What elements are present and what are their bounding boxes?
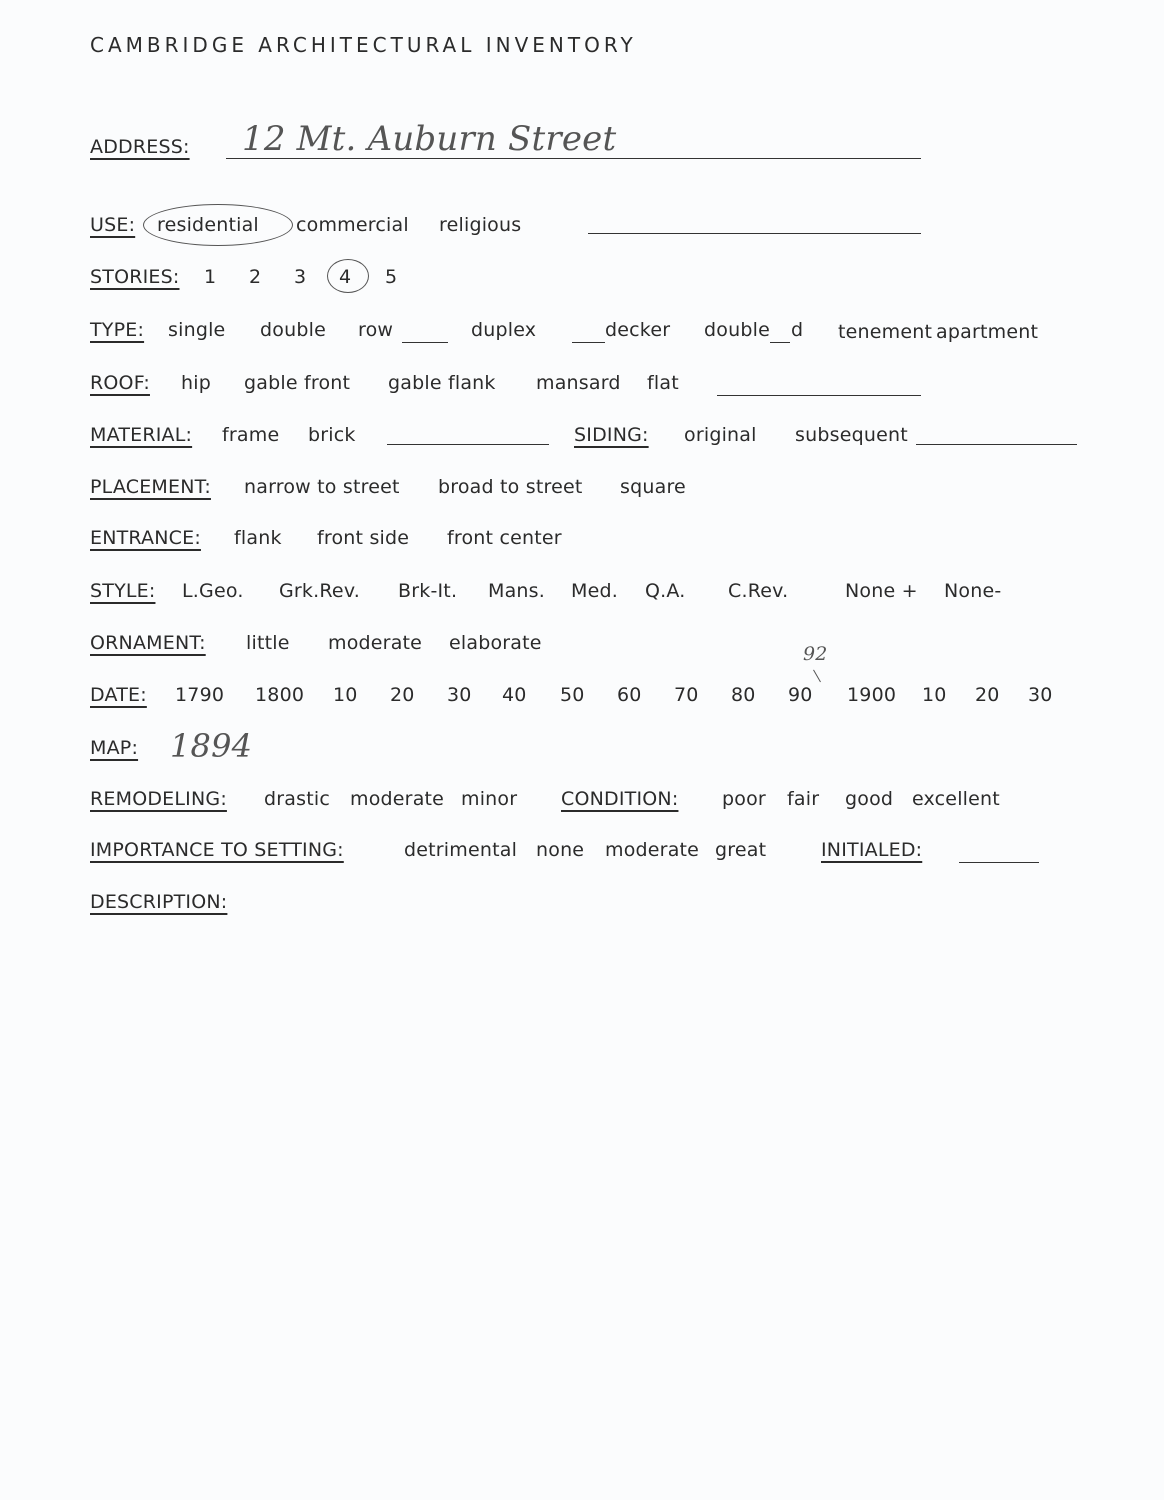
remodeling-label: REMODELING:: [90, 788, 227, 810]
roof-option-hip: hip: [181, 372, 211, 394]
entrance-option-front-center: front center: [447, 527, 562, 549]
address-line: [226, 158, 921, 159]
roof-label: ROOF:: [90, 372, 150, 394]
map-label: MAP:: [90, 737, 139, 759]
type-option-single: single: [168, 319, 226, 341]
condition-option-poor: poor: [722, 788, 766, 810]
type-row-blank: [402, 342, 448, 343]
placement-label: PLACEMENT:: [90, 476, 211, 498]
date-label: DATE:: [90, 684, 147, 706]
roof-option-mansard: mansard: [536, 372, 621, 394]
style-option-med: Med.: [571, 580, 618, 602]
remodeling-option-minor: minor: [461, 788, 518, 810]
type-option-double: double: [260, 319, 326, 341]
type-double-blank: [770, 342, 790, 343]
siding-other-line: [916, 444, 1077, 445]
type-option-tenement: tenement: [838, 321, 933, 343]
date-option-1790: 1790: [175, 684, 225, 706]
date-option-1910: 10: [922, 684, 947, 706]
initialed-line: [959, 862, 1039, 863]
type-label: TYPE:: [90, 319, 145, 341]
type-option-d: d: [791, 319, 804, 341]
style-option-lgeo: L.Geo.: [182, 580, 244, 602]
ornament-option-elaborate: elaborate: [449, 632, 542, 654]
placement-option-broad: broad to street: [438, 476, 583, 498]
ornament-label: ORNAMENT:: [90, 632, 206, 654]
date-option-30: 30: [447, 684, 472, 706]
description-label: DESCRIPTION:: [90, 891, 228, 913]
date-option-50: 50: [560, 684, 585, 706]
date-option-1930: 30: [1028, 684, 1053, 706]
importance-option-none: none: [536, 839, 585, 861]
use-option-commercial: commercial: [296, 214, 409, 236]
type-option-decker: decker: [605, 319, 671, 341]
type-option-double-decker: double: [704, 319, 770, 341]
date-option-80: 80: [731, 684, 756, 706]
placement-option-square: square: [620, 476, 686, 498]
roof-option-gable-flank: gable flank: [388, 372, 496, 394]
ornament-option-moderate: moderate: [328, 632, 423, 654]
use-other-line: [588, 233, 921, 234]
material-option-brick: brick: [308, 424, 356, 446]
siding-label: SIDING:: [574, 424, 649, 446]
style-option-qa: Q.A.: [645, 580, 686, 602]
type-option-apartment: apartment: [936, 321, 1039, 343]
entrance-label: ENTRANCE:: [90, 527, 201, 549]
placement-option-narrow: narrow to street: [244, 476, 400, 498]
stories-option-1: 1: [204, 266, 217, 288]
importance-label: IMPORTANCE TO SETTING:: [90, 839, 344, 861]
map-value: 1894: [170, 727, 253, 765]
condition-option-excellent: excellent: [912, 788, 1000, 810]
style-option-none-minus: None-: [944, 580, 1002, 602]
use-option-residential: residential: [157, 214, 259, 236]
form-title: CAMBRIDGE ARCHITECTURAL INVENTORY: [90, 33, 637, 57]
use-option-religious: religious: [439, 214, 522, 236]
siding-option-original: original: [684, 424, 757, 446]
remodeling-option-drastic: drastic: [264, 788, 330, 810]
roof-other-line: [717, 395, 921, 396]
date-option-60: 60: [617, 684, 642, 706]
stories-option-4: 4: [339, 266, 352, 288]
date-annotation: 92: [803, 643, 828, 665]
siding-option-subsequent: subsequent: [795, 424, 908, 446]
condition-label: CONDITION:: [561, 788, 679, 810]
date-option-10: 10: [333, 684, 358, 706]
date-option-1800: 1800: [255, 684, 305, 706]
roof-option-gable-front: gable front: [244, 372, 351, 394]
initialed-label: INITIALED:: [821, 839, 923, 861]
condition-option-good: good: [845, 788, 894, 810]
address-value: 12 Mt. Auburn Street: [242, 119, 617, 159]
entrance-option-front-side: front side: [317, 527, 410, 549]
ornament-option-little: little: [246, 632, 290, 654]
importance-option-detrimental: detrimental: [404, 839, 518, 861]
material-option-frame: frame: [222, 424, 280, 446]
roof-option-flat: flat: [647, 372, 679, 394]
date-option-20: 20: [390, 684, 415, 706]
condition-option-fair: fair: [787, 788, 820, 810]
style-option-crev: C.Rev.: [728, 580, 789, 602]
material-label: MATERIAL:: [90, 424, 193, 446]
stories-label: STORIES:: [90, 266, 180, 288]
date-option-40: 40: [502, 684, 527, 706]
date-option-70: 70: [674, 684, 699, 706]
date-option-90: 90: [788, 684, 813, 706]
entrance-option-flank: flank: [234, 527, 282, 549]
material-other-line: [387, 444, 549, 445]
type-option-duplex: duplex: [471, 319, 537, 341]
style-label: STYLE:: [90, 580, 156, 602]
importance-option-great: great: [715, 839, 767, 861]
stories-option-3: 3: [294, 266, 307, 288]
style-option-none-plus: None +: [845, 580, 918, 602]
type-option-row: row: [358, 319, 394, 341]
date-option-1900: 1900: [847, 684, 897, 706]
stories-option-2: 2: [249, 266, 262, 288]
use-label: USE:: [90, 214, 136, 236]
address-label: ADDRESS:: [90, 136, 190, 158]
style-option-grkrev: Grk.Rev.: [279, 580, 361, 602]
remodeling-option-moderate: moderate: [350, 788, 445, 810]
stories-option-5: 5: [385, 266, 398, 288]
type-decker-blank: [572, 342, 605, 343]
date-insertion-mark: [813, 670, 821, 683]
style-option-mans: Mans.: [488, 580, 546, 602]
date-option-1920: 20: [975, 684, 1000, 706]
style-option-brkit: Brk-It.: [398, 580, 458, 602]
importance-option-moderate: moderate: [605, 839, 700, 861]
